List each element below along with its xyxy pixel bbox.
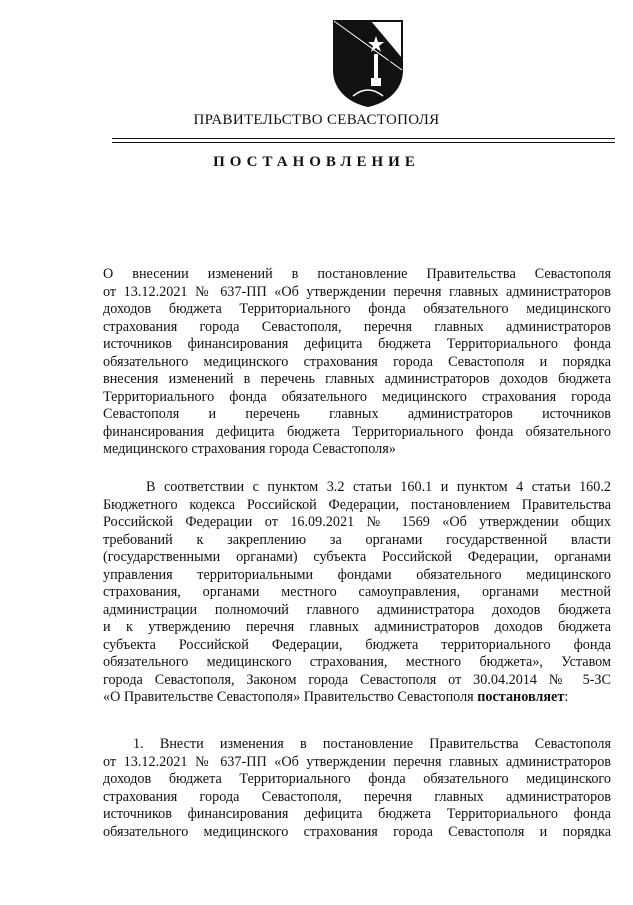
preamble-last-line [103, 689, 611, 707]
subject-line: Севастополя и перечень главных администраторов источников [103, 406, 611, 422]
preamble-last-text: «О Правительстве Севастополя» Правительство Севастополя [103, 689, 478, 705]
preamble-line: и к утверждению перечня главных администраторов доходов бюджета [103, 619, 611, 635]
clause-line: источников финансирования дефицита бюджета Территориального фонда [103, 806, 611, 822]
resolves-keyword: постановляет [477, 689, 565, 705]
preamble-line: страхования, органами местного самоуправления, органами местной [103, 584, 611, 600]
sevastopol-coat-of-arms-icon [331, 18, 405, 108]
subject-line: страхования города Севастополя, перечня главных администраторов [103, 318, 611, 335]
header-rule-top [112, 138, 615, 139]
document-subject [103, 266, 611, 459]
subject-line: медицинского страхования города Севастополя» [103, 441, 396, 457]
subject-line: О внесении изменений в постановление Правительства Севастополя [103, 266, 611, 282]
clause-1 [103, 736, 611, 841]
subject-line: финансирования дефицита бюджета Территориального фонда обязательного [103, 423, 611, 440]
clause-line: страхования города Севастополя, перечня главных администраторов [103, 788, 611, 805]
clause-line: от 13.12.2021 № 637-ПП «Об утверждении перечня главных администраторов [103, 753, 611, 770]
org-title: ПРАВИТЕЛЬСТВО СЕВАСТОПОЛЯ [193, 112, 440, 128]
subject-line: источников финансирования дефицита бюджета Территориального фонда [103, 336, 611, 352]
preamble-line: субъекта Российской Федерации, бюджета территориального фонда [103, 636, 611, 653]
preamble-line: Российской Федерации от 16.09.2021 № 1569 «Об утверждении общих [103, 514, 611, 530]
preamble-line: администрации полномочий главного администратора доходов бюджета [103, 601, 611, 618]
preamble-line: (государственными органами) субъекта Российской Федерации, органами [103, 549, 611, 565]
clause-line: обязательного медицинского страхования города Севастополя и порядка [103, 823, 611, 840]
preamble-line: Бюджетного кодекса Российской Федерации, постановлением Правительства [103, 496, 611, 513]
subject-line: обязательного медицинского страхования города Севастополя и порядка [103, 353, 611, 370]
preamble-paragraph [103, 479, 611, 707]
preamble-line: В соответствии с пунктом 3.2 статьи 160.1 и пунктом 4 статьи 160.2 [146, 479, 611, 495]
preamble-line: управления территориальными фондами обязательного медицинского [103, 566, 611, 583]
preamble-line: требований к закреплению за органами государственной власти [103, 531, 611, 548]
document-type: ПОСТАНОВЛЕНИЕ [213, 154, 420, 170]
subject-line: Территориального фонда обязательного медицинского страхования города [103, 388, 611, 405]
header-rule-bottom [112, 142, 615, 143]
preamble-line: города Севастополя, Законом города Севастополя от 30.04.2014 № 5-ЗС [103, 671, 611, 688]
preamble-last-tail: : [564, 689, 569, 705]
subject-line: внесения изменений в перечень главных администраторов доходов бюджета [103, 371, 611, 387]
preamble-line: обязательного медицинского страхования, местного бюджета», Уставом [103, 654, 611, 670]
clause-line: 1. Внести изменения в постановление Правительства Севастополя [133, 736, 611, 752]
subject-line: от 13.12.2021 № 637-ПП «Об утверждении перечня главных администраторов [103, 283, 611, 300]
clause-line: доходов бюджета Территориального фонда обязательного медицинского [103, 771, 611, 787]
subject-line: доходов бюджета Территориального фонда обязательного медицинского [103, 301, 611, 317]
